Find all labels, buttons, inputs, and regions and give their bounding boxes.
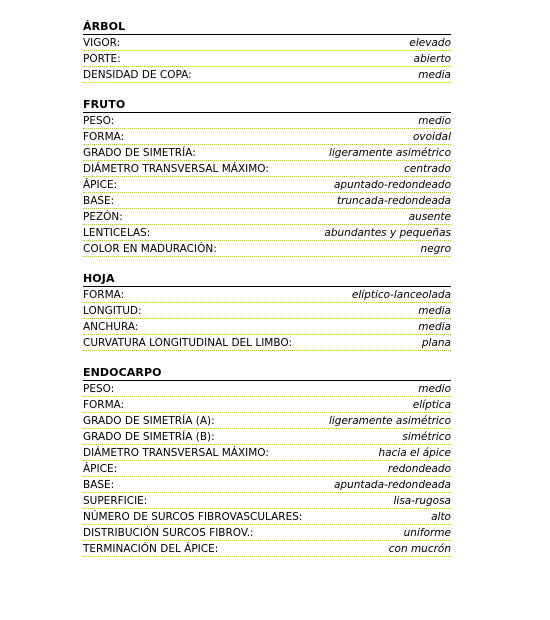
row-label: DIÁMETRO TRANSVERSAL MÁXIMO: xyxy=(83,163,269,175)
row-forma xyxy=(83,397,451,413)
row-label: SUPERFICIE: xyxy=(83,495,148,507)
row-label: ÁPICE: xyxy=(83,179,118,191)
row-terminacion-del-apice xyxy=(83,541,451,557)
section-title-arbol: ÁRBOL xyxy=(83,20,451,35)
row-value: ligeramente asimétrico xyxy=(328,415,451,427)
row-color-en-maduracion xyxy=(83,241,451,257)
row-label: PEZÓN: xyxy=(83,211,123,223)
row-value: media xyxy=(418,321,451,333)
row-grado-de-simetria-a xyxy=(83,413,451,429)
row-value: hacia el ápice xyxy=(378,447,451,459)
row-value: abundantes y pequeñas xyxy=(324,227,451,239)
row-value: negro xyxy=(420,243,451,255)
row-pezon xyxy=(83,209,451,225)
row-label: PESO: xyxy=(83,383,115,395)
row-value: apuntada-redondeada xyxy=(333,479,451,491)
row-apice xyxy=(83,177,451,193)
characteristics-sheet xyxy=(83,20,451,572)
row-porte xyxy=(83,51,451,67)
row-value: lisa-rugosa xyxy=(393,495,451,507)
row-label: FORMA: xyxy=(83,131,125,143)
row-value: centrado xyxy=(404,163,451,175)
row-label: GRADO DE SIMETRÍA: xyxy=(83,147,196,159)
section-endocarpo xyxy=(83,366,451,557)
row-label: DISTRIBUCIÓN SURCOS FIBROV.: xyxy=(83,527,254,539)
row-numero-de-surcos xyxy=(83,509,451,525)
row-value: abierto xyxy=(413,53,451,65)
row-label: FORMA: xyxy=(83,399,125,411)
row-label: FORMA: xyxy=(83,289,125,301)
row-label: LENTICELAS: xyxy=(83,227,151,239)
row-label: GRADO DE SIMETRÍA (A): xyxy=(83,415,215,427)
row-apice xyxy=(83,461,451,477)
row-label: PESO: xyxy=(83,115,115,127)
row-label: BASE: xyxy=(83,195,115,207)
row-value: medio xyxy=(418,383,451,395)
row-label: CURVATURA LONGITUDINAL DEL LIMBO: xyxy=(83,337,292,349)
row-label: NÚMERO DE SURCOS FIBROVASCULARES: xyxy=(83,511,303,523)
section-hoja xyxy=(83,272,451,351)
row-value: apuntado-redondeado xyxy=(333,179,451,191)
row-label: GRADO DE SIMETRÍA (B): xyxy=(83,431,215,443)
row-label: BASE: xyxy=(83,479,115,491)
row-longitud xyxy=(83,303,451,319)
row-curvatura-longitudinal xyxy=(83,335,451,351)
row-diametro-transversal-maximo xyxy=(83,445,451,461)
section-title-hoja: HOJA xyxy=(83,272,451,287)
row-label: TERMINACIÓN DEL ÁPICE: xyxy=(83,543,219,555)
row-value: redondeado xyxy=(387,463,451,475)
section-fruto xyxy=(83,98,451,257)
row-base xyxy=(83,477,451,493)
row-value: elíptica xyxy=(412,399,451,411)
row-label: VIGOR: xyxy=(83,37,121,49)
row-value: plana xyxy=(421,337,451,349)
row-value: con mucrón xyxy=(388,543,451,555)
row-value: elíptico-lanceolada xyxy=(351,289,451,301)
row-value: simétrico xyxy=(402,431,451,443)
row-grado-de-simetria xyxy=(83,145,451,161)
row-value: ligeramente asimétrico xyxy=(328,147,451,159)
row-value: truncada-redondeada xyxy=(336,195,451,207)
row-value: media xyxy=(418,305,451,317)
row-value: alto xyxy=(431,511,451,523)
row-peso xyxy=(83,381,451,397)
row-grado-de-simetria-b xyxy=(83,429,451,445)
row-label: DIÁMETRO TRANSVERSAL MÁXIMO: xyxy=(83,447,269,459)
row-vigor xyxy=(83,35,451,51)
row-distribucion-surcos xyxy=(83,525,451,541)
row-lenticelas xyxy=(83,225,451,241)
row-base xyxy=(83,193,451,209)
row-value: medio xyxy=(418,115,451,127)
row-forma xyxy=(83,287,451,303)
section-title-endocarpo: ENDOCARPO xyxy=(83,366,451,381)
row-label: DENSIDAD DE COPA: xyxy=(83,69,192,81)
section-arbol xyxy=(83,20,451,83)
row-superficie xyxy=(83,493,451,509)
row-peso xyxy=(83,113,451,129)
row-value: ausente xyxy=(408,211,451,223)
section-title-fruto: FRUTO xyxy=(83,98,451,113)
row-value: media xyxy=(418,69,451,81)
row-value: elevado xyxy=(409,37,451,49)
row-densidad-de-copa xyxy=(83,67,451,83)
row-forma xyxy=(83,129,451,145)
row-anchura xyxy=(83,319,451,335)
row-value: ovoidal xyxy=(413,131,451,143)
row-value: uniforme xyxy=(403,527,451,539)
row-label: LONGITUD: xyxy=(83,305,142,317)
row-label: COLOR EN MADURACIÓN: xyxy=(83,243,217,255)
row-diametro-transversal-maximo xyxy=(83,161,451,177)
row-label: ÁPICE: xyxy=(83,463,118,475)
row-label: PORTE: xyxy=(83,53,121,65)
row-label: ANCHURA: xyxy=(83,321,139,333)
